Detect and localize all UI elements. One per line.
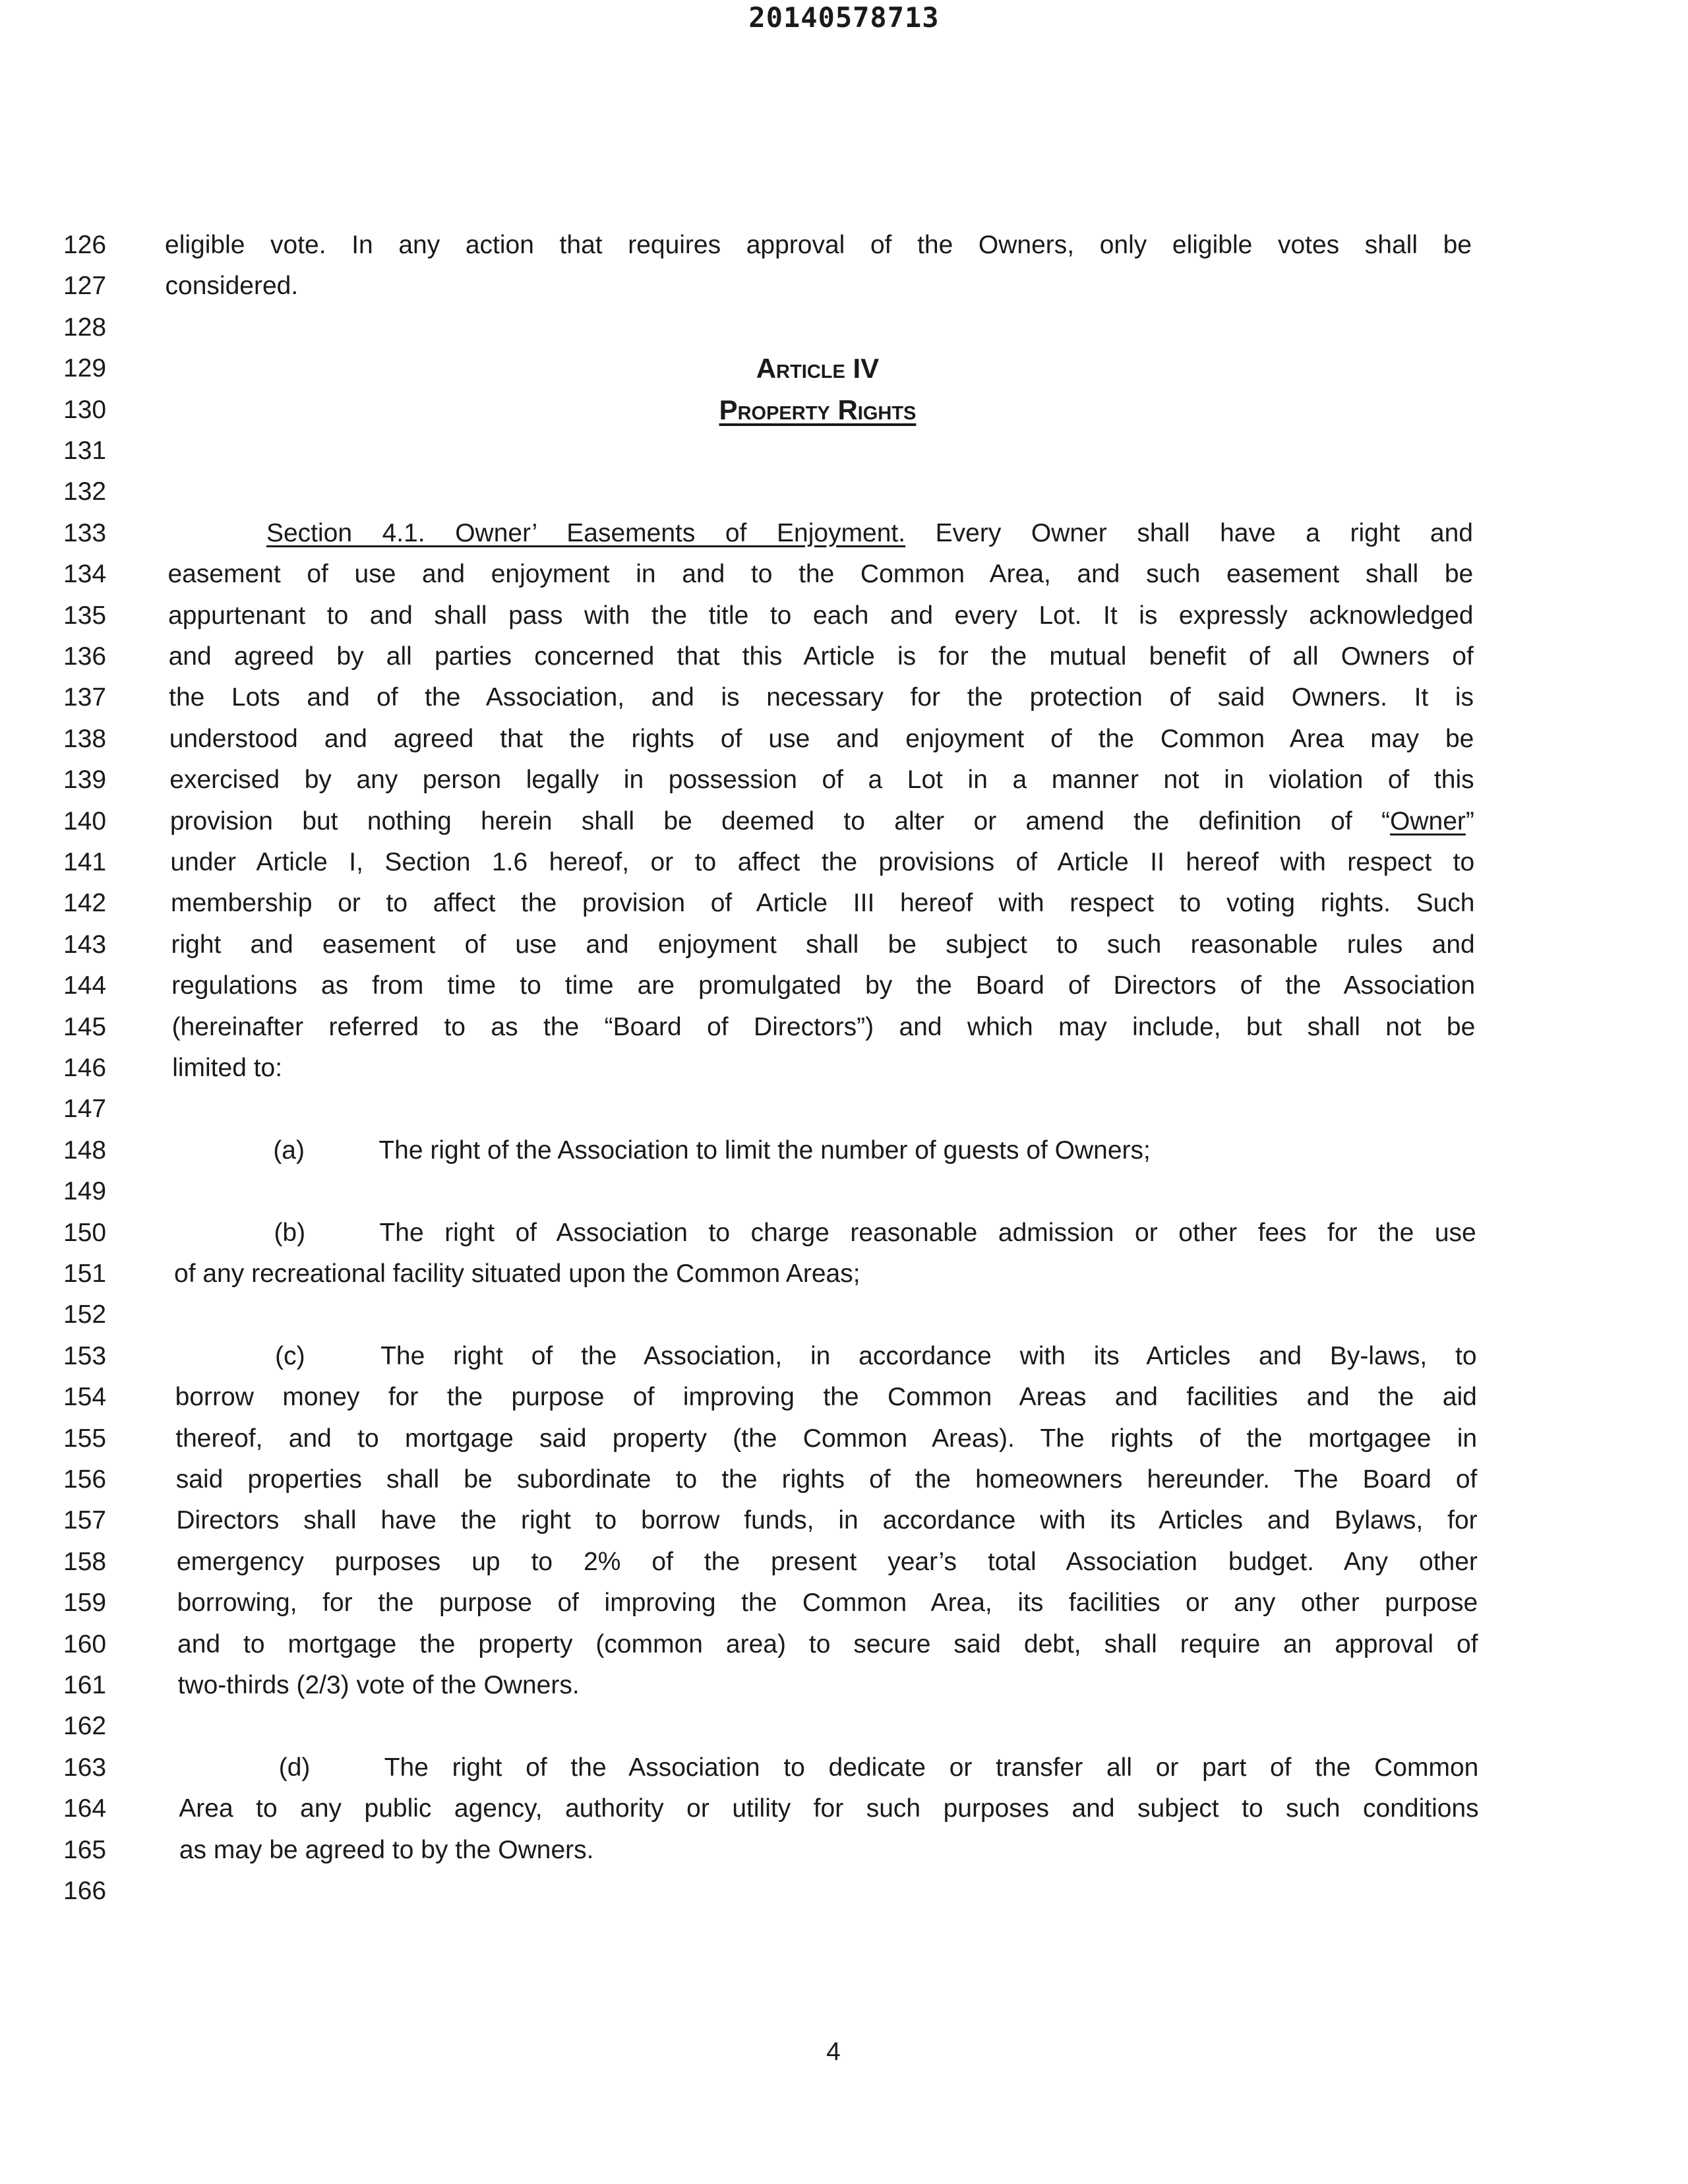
list-item-label: (b) [274, 1218, 306, 1247]
line-number: 133 [63, 518, 107, 547]
text-line [179, 1830, 1479, 1871]
line-number: 136 [63, 642, 107, 671]
text-segment: emergency purposes up to 2% of the present year’s total Association budget. Any other [176, 1547, 1478, 1576]
text-line [169, 636, 1474, 677]
text-segment: thereof, and to mortgage said property (the Common Areas). The rights of the mortgagee in [175, 1424, 1478, 1453]
list-item-label: (d) [278, 1753, 311, 1782]
text-segment: considered. [165, 272, 299, 301]
text-segment: and agreed by all parties concerned that this Article is for the mutual benefit of all Owners of [168, 642, 1474, 671]
line-number: 156 [63, 1465, 107, 1494]
text-segment: and to mortgage the property (common area) to secure said debt, shall require an approval of [177, 1629, 1478, 1658]
list-item-line [378, 1130, 1476, 1171]
underlined-text: Owner [1390, 806, 1466, 835]
line-number: 140 [63, 806, 107, 835]
text-segment: provision but nothing herein shall be deemed to alter or amend the definition of “ [169, 806, 1391, 835]
line-number: 162 [63, 1712, 107, 1741]
line-number: 154 [63, 1383, 107, 1412]
line-number: 147 [63, 1095, 107, 1124]
text-line [178, 1665, 1478, 1706]
text-segment: The right of the Association to limit the number of guests of Owners; [378, 1136, 1151, 1165]
text-line [172, 1007, 1476, 1048]
text-segment: ” [1465, 806, 1474, 835]
text-segment: membership or to affect the provision of Article III hereof with respect to voting rights. Such [170, 889, 1475, 918]
text-line [172, 1048, 1475, 1089]
text-segment: (hereinafter referred to as the “Board of Directors”) and which may include, but shall not be [171, 1012, 1476, 1041]
line-number: 134 [63, 560, 107, 589]
text-segment: under Article I, Section 1.6 hereof, or to affect the provisions of Article II hereof with respect to [170, 848, 1475, 876]
line-number: 141 [63, 848, 107, 876]
text-segment: borrowing, for the purpose of improving the Common Area, its facilities or any other purpose [177, 1589, 1478, 1618]
text-line [169, 719, 1474, 760]
text-line [177, 1542, 1478, 1583]
line-number: 166 [63, 1877, 107, 1905]
line-number: 151 [63, 1259, 107, 1288]
text-line [179, 1788, 1478, 1829]
line-number: 143 [63, 930, 107, 959]
line-number: 155 [63, 1424, 107, 1453]
line-number: 131 [63, 437, 107, 465]
underlined-text: Property Rights [719, 394, 917, 425]
text-line [175, 1418, 1477, 1459]
text-line [174, 1254, 1476, 1294]
line-number: 126 [63, 231, 107, 259]
line-number: 161 [63, 1671, 107, 1699]
text-segment: exercised by any person legally in possession of a Lot in a manner not in violation of this [169, 766, 1474, 795]
list-item-line [384, 1747, 1479, 1788]
text-segment: The right of Association to charge reasonable admission or other fees for the use [379, 1218, 1476, 1247]
line-number: 144 [63, 971, 107, 1000]
text-segment: appurtenant to and shall pass with the title to each and every Lot. It is expressly acknowledged [168, 601, 1474, 630]
line-number: 150 [63, 1218, 107, 1247]
text-line [171, 965, 1475, 1006]
text-line [169, 677, 1474, 718]
article-heading [0, 390, 1635, 431]
line-number: 128 [63, 313, 107, 342]
text-line [165, 225, 1472, 266]
text-segment: regulations as from time to time are promulgated by the Board of Directors of the Association [171, 971, 1476, 1000]
line-number: 164 [63, 1794, 107, 1823]
text-segment: Every Owner shall have a right and [905, 518, 1473, 547]
line-number: 152 [63, 1300, 107, 1329]
line-number: 137 [63, 683, 107, 712]
text-line [167, 554, 1473, 595]
text-line [169, 760, 1474, 801]
underlined-text: Section 4.1. Owner’ Easements of Enjoyment. [266, 518, 906, 547]
text-line [177, 1624, 1478, 1665]
text-line [266, 513, 1473, 554]
line-number: 165 [63, 1835, 107, 1864]
text-segment: the Lots and of the Association, and is necessary for the protection of said Owners. It is [169, 683, 1474, 712]
text-segment: of any recreational facility situated upon the Common Areas; [174, 1259, 860, 1288]
document-number: 20140578713 [748, 1, 940, 34]
list-item-line [380, 1336, 1476, 1377]
text-segment: eligible vote. In any action that requires approval of the Owners, only eligible votes shall be [165, 231, 1472, 259]
text-segment: right and easement of use and enjoyment shall be subject to such reasonable rules and [171, 930, 1475, 959]
text-line [175, 1377, 1477, 1418]
line-number: 130 [63, 395, 107, 424]
line-number: 157 [63, 1506, 107, 1535]
text-segment: Area to any public agency, authority or utility for such purposes and subject to such conditions [179, 1794, 1479, 1823]
text-line [168, 595, 1473, 636]
text-segment: The right of the Association, in accordance with its Articles and By-laws, to [380, 1341, 1477, 1370]
line-number: 129 [63, 354, 107, 383]
text-line [166, 266, 1472, 307]
text-segment: The right of the Association to dedicate or transfer all or part of the Common [384, 1753, 1479, 1782]
text-line [176, 1500, 1477, 1541]
line-number: 160 [63, 1629, 107, 1658]
line-number: 139 [63, 766, 107, 795]
line-number: 127 [63, 272, 107, 301]
line-number: 145 [63, 1012, 107, 1041]
line-number: 153 [63, 1341, 107, 1370]
text-segment: Article IV [756, 353, 880, 384]
article-heading [0, 348, 1635, 389]
text-segment: limited to: [172, 1054, 283, 1082]
text-line [176, 1459, 1478, 1500]
text-segment: two-thirds (2/3) vote of the Owners. [177, 1671, 580, 1699]
list-item-label: (c) [275, 1341, 305, 1370]
line-number: 159 [63, 1589, 107, 1618]
page-number: 4 [826, 2038, 841, 2066]
line-number: 158 [63, 1547, 107, 1576]
list-item-label: (a) [273, 1136, 305, 1165]
line-number: 138 [63, 724, 107, 753]
text-line [170, 842, 1474, 883]
line-number: 163 [63, 1753, 107, 1782]
text-line [177, 1583, 1478, 1623]
line-number: 142 [63, 889, 107, 918]
text-line [171, 883, 1475, 924]
text-segment: borrow money for the purpose of improving the Common Areas and facilities and the aid [175, 1383, 1477, 1412]
text-segment: said properties shall be subordinate to the rights of the homeowners hereunder. The Board of [175, 1465, 1478, 1494]
text-line [170, 801, 1474, 842]
line-number: 149 [63, 1177, 107, 1206]
text-segment: Directors shall have the right to borrow funds, in accordance with its Articles and Bylaws, for [176, 1506, 1478, 1535]
line-number: 132 [63, 477, 107, 506]
list-item-line [379, 1213, 1476, 1254]
text-segment: understood and agreed that the rights of use and enjoyment of the Common Area may be [169, 724, 1474, 753]
text-segment: easement of use and enjoyment in and to the Common Area, and such easement shall be [167, 560, 1474, 589]
line-number: 148 [63, 1136, 107, 1165]
line-number: 146 [63, 1054, 107, 1082]
text-line [171, 925, 1475, 965]
text-segment: as may be agreed to by the Owners. [179, 1835, 594, 1864]
line-number: 135 [63, 601, 107, 630]
